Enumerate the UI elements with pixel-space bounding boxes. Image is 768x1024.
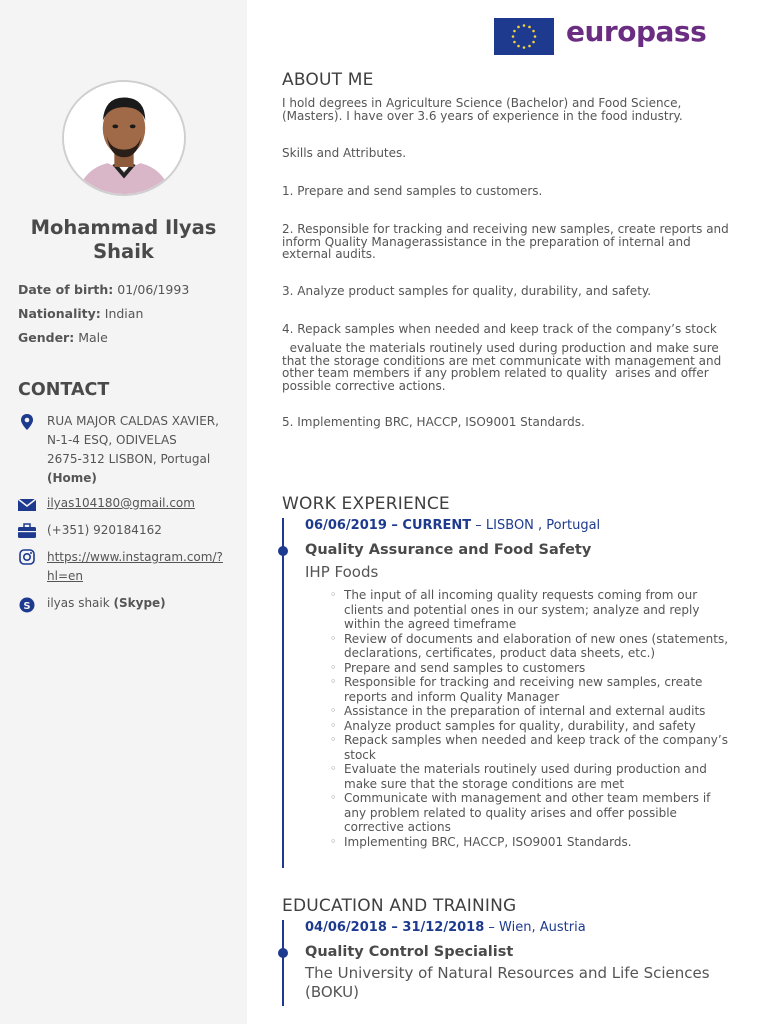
list-item: ◦ Responsible for tracking and receiving new samples, create reports and inform Quality Manager — [330, 675, 730, 704]
dob-value: 01/06/1993 — [117, 282, 190, 297]
work-date-location — [305, 518, 600, 533]
flag-star — [513, 30, 516, 33]
skype — [47, 594, 237, 613]
about-title: ABOUT ME — [282, 70, 374, 90]
email-link[interactable]: ilyas104180@gmail.com — [47, 496, 195, 510]
avatar — [62, 80, 186, 196]
about-paragraph-1: I hold degrees in Agriculture Science (Bachelor) and Food Science, (Masters). I have over 3.6 years of experience in the food industry. — [282, 96, 683, 123]
flag-star — [532, 41, 535, 44]
education-qualification: Quality Control Specialist — [305, 944, 514, 960]
date-of-birth — [18, 282, 189, 297]
skype-tag: (Skype) — [113, 596, 166, 610]
website-link[interactable]: https://www.instagram.com/?hl=en — [47, 550, 223, 583]
phone: (+351) 920184162 — [47, 523, 162, 537]
address-line-3: 2675-312 LISBON, Portugal — [47, 452, 211, 466]
work-title: WORK EXPERIENCE — [282, 494, 450, 514]
work-timeline-line — [282, 518, 284, 868]
work-timeline-dot — [278, 546, 288, 556]
education-date-location — [305, 920, 586, 935]
profile-photo — [64, 82, 184, 194]
work-company: IHP Foods — [305, 563, 379, 581]
address — [47, 412, 237, 488]
flag-star — [512, 35, 515, 38]
about-paragraph-4: 2. Responsible for tracking and receiving new samples, create reports and inform Quality Managerassistance in the preparation of internal and external audits. — [282, 222, 729, 261]
flag-star — [523, 24, 526, 27]
flag-star — [528, 26, 531, 29]
flag-star — [534, 35, 537, 38]
about-paragraph-3: 1. Prepare and send samples to customers. — [282, 184, 543, 198]
gender — [18, 330, 108, 345]
briefcase-icon — [17, 522, 37, 540]
address-line-2: N-1-4 ESQ, ODIVELAS — [47, 433, 177, 447]
svg-text:S: S — [23, 601, 31, 612]
flag-star — [523, 46, 526, 49]
work-role: Quality Assurance and Food Safety — [305, 542, 592, 558]
nationality-value: Indian — [104, 306, 144, 321]
contact-title: CONTACT — [18, 380, 110, 400]
about-paragraph-2: Skills and Attributes. — [282, 146, 407, 160]
profile-name: Mohammad Ilyas Shaik — [30, 216, 217, 263]
list-item: ◦ Repack samples when needed and keep track of the company’s stock — [330, 733, 730, 762]
list-item: ◦ Review of documents and elaboration of new ones (statements, declarations, certificates, product data sheets, etc.) — [330, 632, 730, 661]
skype-icon — [17, 596, 37, 614]
education-timeline-line — [282, 920, 284, 1006]
nationality-label: Nationality: — [18, 306, 101, 321]
address-line-1: RUA MAJOR CALDAS XAVIER, — [47, 414, 219, 428]
education-institution: The University of Natural Resources and Life Sciences (BOKU) — [305, 964, 710, 1001]
list-item: ◦ Prepare and send samples to customers — [330, 661, 730, 676]
education-location: – Wien, Austria — [488, 920, 586, 935]
list-item: ◦ The input of all incoming quality requests coming from our clients and potential ones in our system; analyze and reply within the agreed timeframe — [330, 588, 730, 632]
about-paragraph-8: 5. Implementing BRC, HACCP, ISO9001 Standards. — [282, 415, 585, 429]
gender-label: Gender: — [18, 330, 75, 345]
list-item: ◦ Communicate with management and other team members if any problem related to quality arises and offer possible corrective actions — [330, 791, 730, 835]
work-duties-list — [330, 588, 730, 849]
location-pin-icon — [17, 413, 37, 431]
skype-name: ilyas shaik — [47, 596, 110, 610]
work-location: – LISBON , Portugal — [475, 518, 601, 533]
gender-value: Male — [78, 330, 108, 345]
flag-star — [532, 30, 535, 33]
email-icon — [17, 496, 37, 514]
flag-star — [513, 41, 516, 44]
list-item: ◦ Assistance in the preparation of internal and external audits — [330, 704, 730, 719]
list-item: ◦ Evaluate the materials routinely used during production and make sure that the storage conditions are met — [330, 762, 730, 791]
flag-star — [517, 26, 520, 29]
dob-label: Date of birth: — [18, 282, 114, 297]
flag-star — [528, 45, 531, 48]
europass-logo: europass — [566, 15, 707, 48]
flag-star — [517, 45, 520, 48]
education-timeline-dot — [278, 948, 288, 958]
about-paragraph-6: 4. Repack samples when needed and keep track of the company’s stock — [282, 322, 717, 336]
education-date: 04/06/2018 – 31/12/2018 — [305, 920, 485, 935]
list-item: ◦ Analyze product samples for quality, durability, and safety — [330, 719, 730, 734]
list-item: ◦ Implementing BRC, HACCP, ISO9001 Standards. — [330, 835, 730, 850]
work-date: 06/06/2019 – CURRENT — [305, 518, 472, 533]
about-paragraph-7: evaluate the materials routinely used during production and make sure that the storage conditions are met communicate with management and other team members if any problem related to quality arises and offer possible corrective actions. — [282, 341, 726, 393]
education-title: EDUCATION AND TRAINING — [282, 896, 517, 916]
about-paragraph-5: 3. Analyze product samples for quality, durability, and safety. — [282, 284, 652, 298]
sidebar — [0, 0, 247, 1024]
instagram-icon — [17, 548, 37, 566]
address-tag: (Home) — [47, 471, 97, 485]
eu-flag-icon — [494, 18, 554, 55]
nationality — [18, 306, 143, 321]
